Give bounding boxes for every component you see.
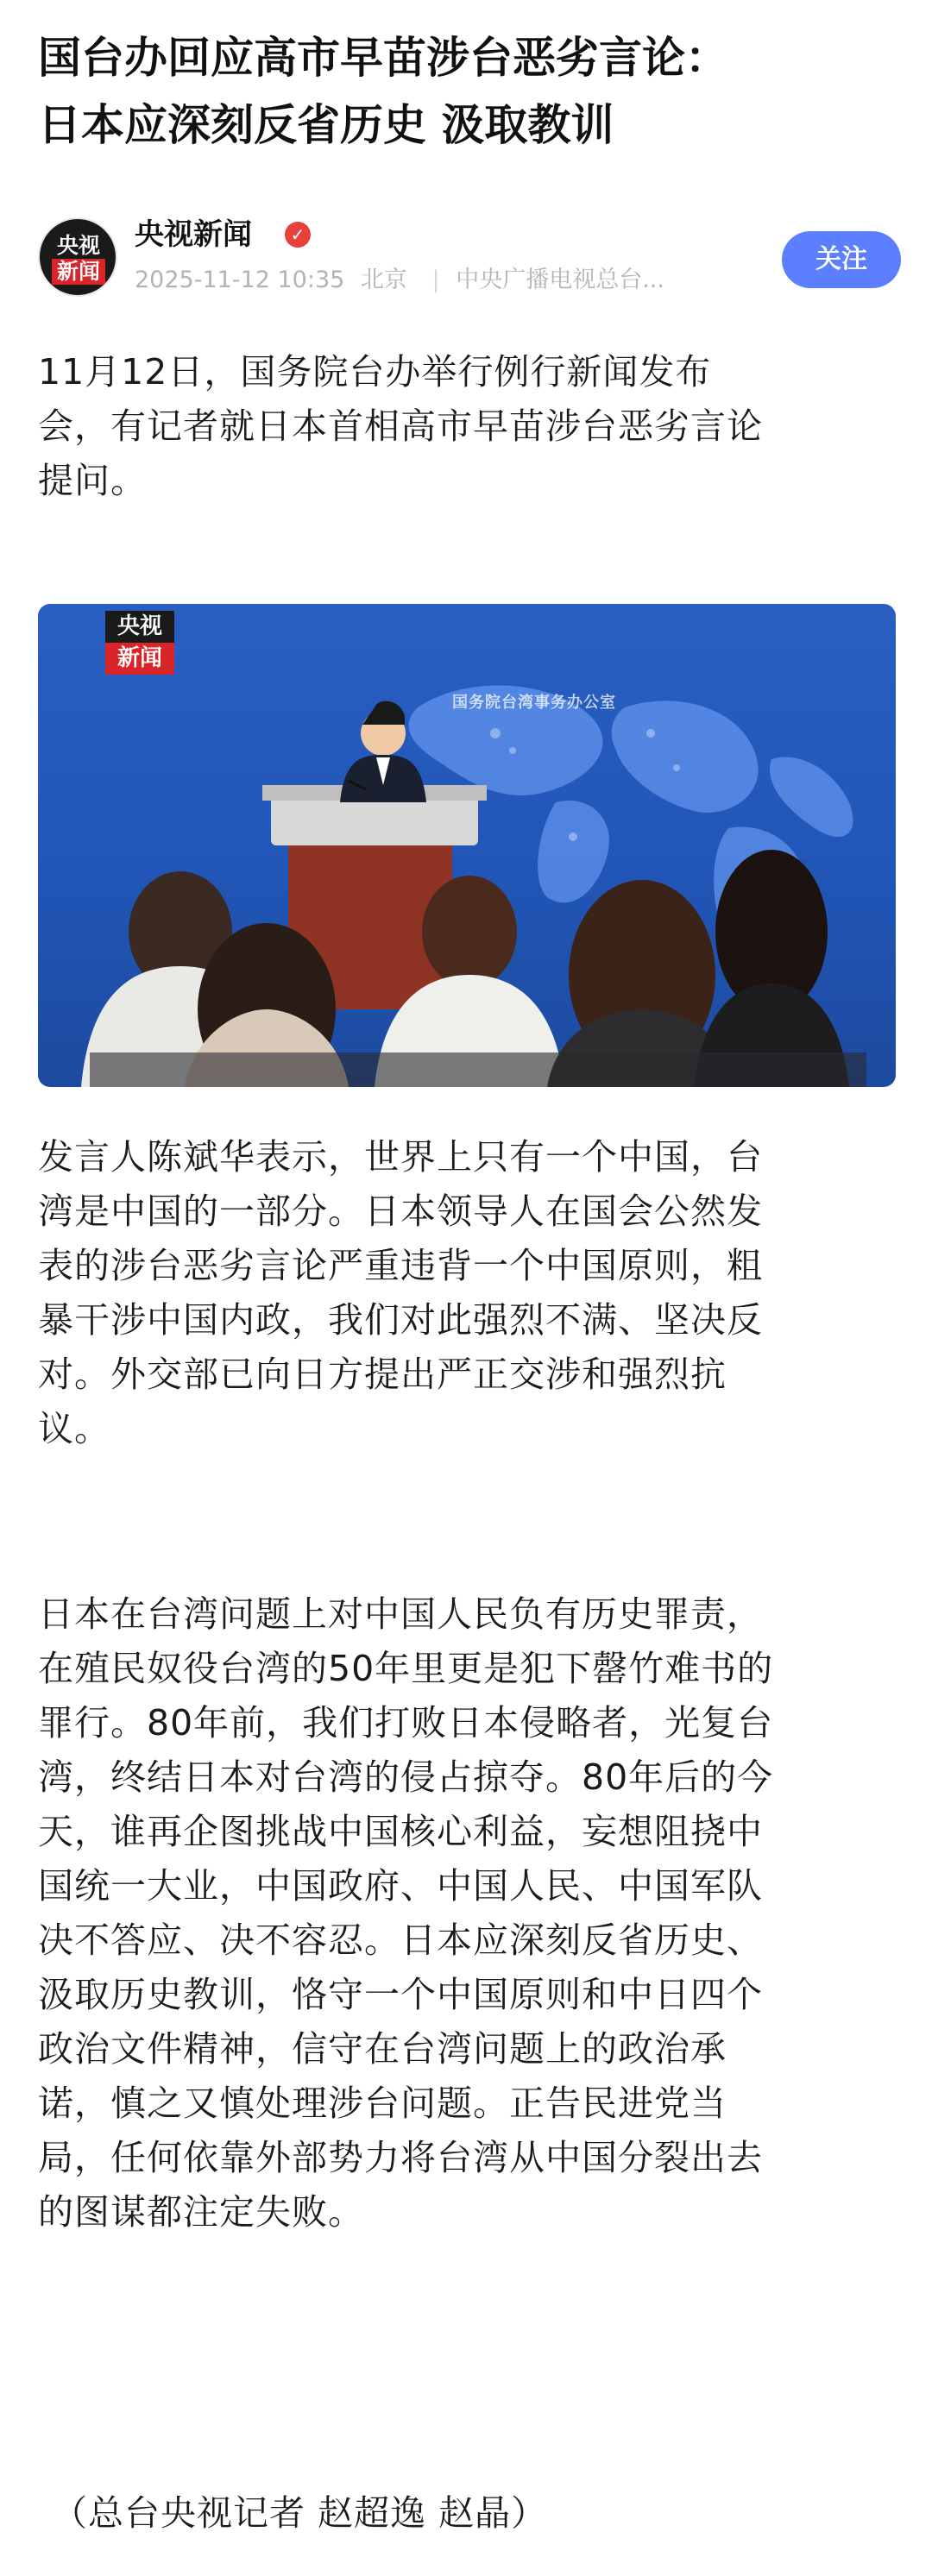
wall-sign-text: 国务院台湾事务办公室 — [452, 694, 616, 712]
cctv-news-watermark-icon: 央视 新闻 — [105, 611, 174, 675]
title-line-1: 国台办回应高市早苗涉台恶劣言论： — [38, 33, 728, 83]
verified-badge-icon: ✓ — [285, 222, 311, 248]
publish-datetime: 2025-11-12 10:35 — [135, 267, 345, 293]
source-name: 中央广播电视总台... — [456, 267, 664, 293]
paragraph-2: 发言人陈斌华表示，世界上只有一个中国，台 湾是中国的一部分。日本领导人在国会公然发 表的涉台恶劣言论严重违背一个中国原则，粗 暴干涉中国内政，我们对此强烈不满、坚决反 对。外交部已向日方提出严正交涉和强烈抗 议。 — [38, 1136, 763, 1449]
meta-divider: | — [431, 267, 440, 293]
avatar[interactable] — [38, 217, 117, 297]
title-line-2: 日本应深刻反省历史 汲取教训 — [38, 100, 614, 150]
author-name[interactable]: 央视新闻 — [135, 217, 252, 252]
article-title — [38, 24, 901, 159]
publish-location: 北京 — [360, 267, 407, 293]
author-row — [38, 214, 901, 300]
reporter-byline: （总台央视记者 赵超逸 赵晶） — [52, 2492, 548, 2534]
paragraph-3: 日本在台湾问题上对中国人民负有历史罪责， 在殖民奴役台湾的50年里更是犯下罄竹难书的 罪行。80年前，我们打败日本侵略者，光复台 湾，终结日本对台湾的侵占掠夺。80年后的今 天，谁再企图挑战中国核心利益，妄想阻挠中 国统一大业，中国政府、中国人民、中国军队 决不答应、决不容忍。日本应深刻反省历史、 汲取历史教训，恪守一个中国原则和中日四个 政治文件精神，信守在台湾问题上的政治承 诺，慎之又慎处理涉台问题。正告民进党当 局，任何依靠外部势力将台湾从中国分裂出去 的图谋都注定失败。 — [38, 1593, 774, 2233]
paragraph-1: 11月12日，国务院台办举行例行新闻发布 会，有记者就日本首相高市早苗涉台恶劣言论 提问。 — [38, 351, 763, 501]
article-photo[interactable] — [38, 604, 896, 1087]
follow-button[interactable]: 关注 — [782, 231, 901, 288]
article-meta — [135, 264, 673, 297]
cctv-news-logo-icon: 央视 新闻 — [52, 233, 105, 285]
press-conference-scene — [38, 604, 896, 1087]
